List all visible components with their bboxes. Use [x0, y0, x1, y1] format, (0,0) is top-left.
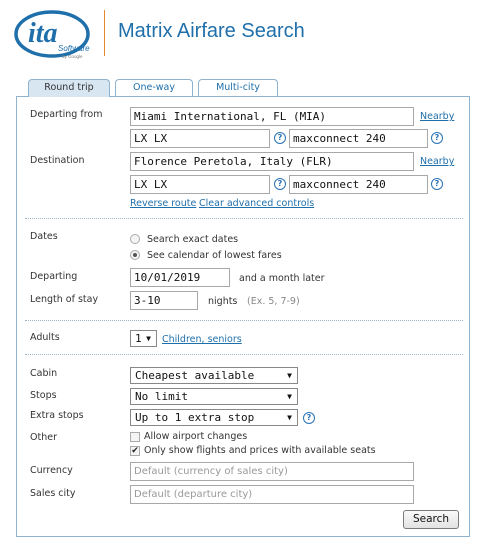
section-divider [25, 218, 463, 219]
destination-routing-help-icon[interactable]: ? [274, 178, 286, 190]
tab-multi-city[interactable]: Multi-city [198, 79, 278, 96]
chevron-down-icon: ▼ [287, 392, 292, 401]
destination-label: Destination [30, 155, 85, 166]
logo-byline: by Google [62, 54, 83, 59]
tab-one-way[interactable]: One-way [115, 79, 193, 96]
sales-city-input[interactable]: Default (departure city) [130, 485, 414, 504]
calendar-fares-label: See calendar of lowest fares [147, 250, 282, 261]
destination-extension-codes-input[interactable]: maxconnect 240 [289, 175, 428, 194]
only-available-seats-checkbox[interactable]: ✔ [131, 446, 139, 456]
ita-software-logo [14, 8, 96, 64]
chevron-down-icon: ▼ [287, 371, 292, 380]
departing-nearby-link[interactable]: Nearby [420, 111, 455, 122]
reverse-route-link[interactable]: Reverse route [130, 198, 197, 209]
extra-stops-label: Extra stops [30, 410, 84, 421]
departing-routing-codes-input[interactable]: LX LX [130, 129, 270, 148]
departing-date-label: Departing [30, 271, 78, 282]
calendar-fares-radio[interactable] [130, 250, 140, 260]
destination-nearby-link[interactable]: Nearby [420, 156, 455, 167]
extra-stops-select[interactable] [130, 409, 298, 426]
sales-city-label: Sales city [30, 488, 76, 499]
exact-dates-label: Search exact dates [147, 234, 239, 245]
cabin-label: Cabin [30, 368, 58, 379]
stops-value: No limit [135, 390, 188, 403]
allow-airport-changes-checkbox[interactable] [130, 432, 140, 442]
logo-text: ita [28, 18, 58, 49]
children-seniors-link[interactable]: Children, seniors [162, 334, 242, 345]
length-of-stay-label: Length of stay [30, 294, 99, 305]
departing-extension-help-icon[interactable]: ? [431, 132, 443, 144]
length-of-stay-input[interactable]: 3-10 [130, 291, 198, 310]
departing-date-input[interactable]: 10/01/2019 [130, 268, 230, 287]
departing-extension-codes-input[interactable]: maxconnect 240 [289, 129, 428, 148]
extra-stops-value: Up to 1 extra stop [135, 411, 255, 424]
cabin-value: Cheapest available [135, 369, 255, 382]
dates-label: Dates [30, 231, 58, 242]
search-form-panel [16, 96, 470, 537]
allow-airport-changes-label: Allow airport changes [144, 431, 248, 442]
adults-select[interactable] [130, 330, 157, 347]
section-divider [25, 320, 463, 321]
adults-label: Adults [30, 332, 60, 343]
departing-from-label: Departing from [30, 109, 103, 120]
chevron-down-icon: ▼ [146, 334, 151, 343]
stops-label: Stops [30, 390, 57, 401]
section-divider [25, 354, 463, 355]
stay-example-hint: (Ex. 5, 7-9) [247, 296, 300, 307]
tab-round-trip[interactable]: Round trip [28, 79, 110, 97]
stops-select[interactable] [130, 388, 298, 405]
chevron-down-icon: ▼ [287, 413, 292, 422]
currency-label: Currency [30, 465, 73, 476]
logo-subtext: Software [58, 44, 90, 53]
adults-value: 1 [135, 332, 142, 345]
only-available-seats-label: Only show flights and prices with available seats [144, 445, 376, 456]
stay-unit-label: nights [208, 296, 238, 307]
page-title: Matrix Airfare Search [118, 20, 305, 42]
cabin-select[interactable] [130, 367, 298, 384]
clear-advanced-controls-link[interactable]: Clear advanced controls [199, 198, 315, 209]
exact-dates-radio[interactable] [130, 234, 140, 244]
currency-input[interactable]: Default (currency of sales city) [130, 462, 414, 481]
ita-logo-mark [14, 8, 96, 64]
date-range-suffix: and a month later [239, 273, 325, 284]
departing-from-input[interactable]: Miami International, FL (MIA) [130, 107, 414, 126]
destination-routing-codes-input[interactable]: LX LX [130, 175, 270, 194]
header-divider [104, 10, 105, 56]
departing-routing-help-icon[interactable]: ? [274, 132, 286, 144]
extra-stops-help-icon[interactable]: ? [303, 412, 315, 424]
search-button[interactable]: Search [403, 510, 459, 529]
destination-extension-help-icon[interactable]: ? [431, 178, 443, 190]
other-label: Other [30, 432, 57, 443]
destination-input[interactable]: Florence Peretola, Italy (FLR) [130, 152, 414, 171]
